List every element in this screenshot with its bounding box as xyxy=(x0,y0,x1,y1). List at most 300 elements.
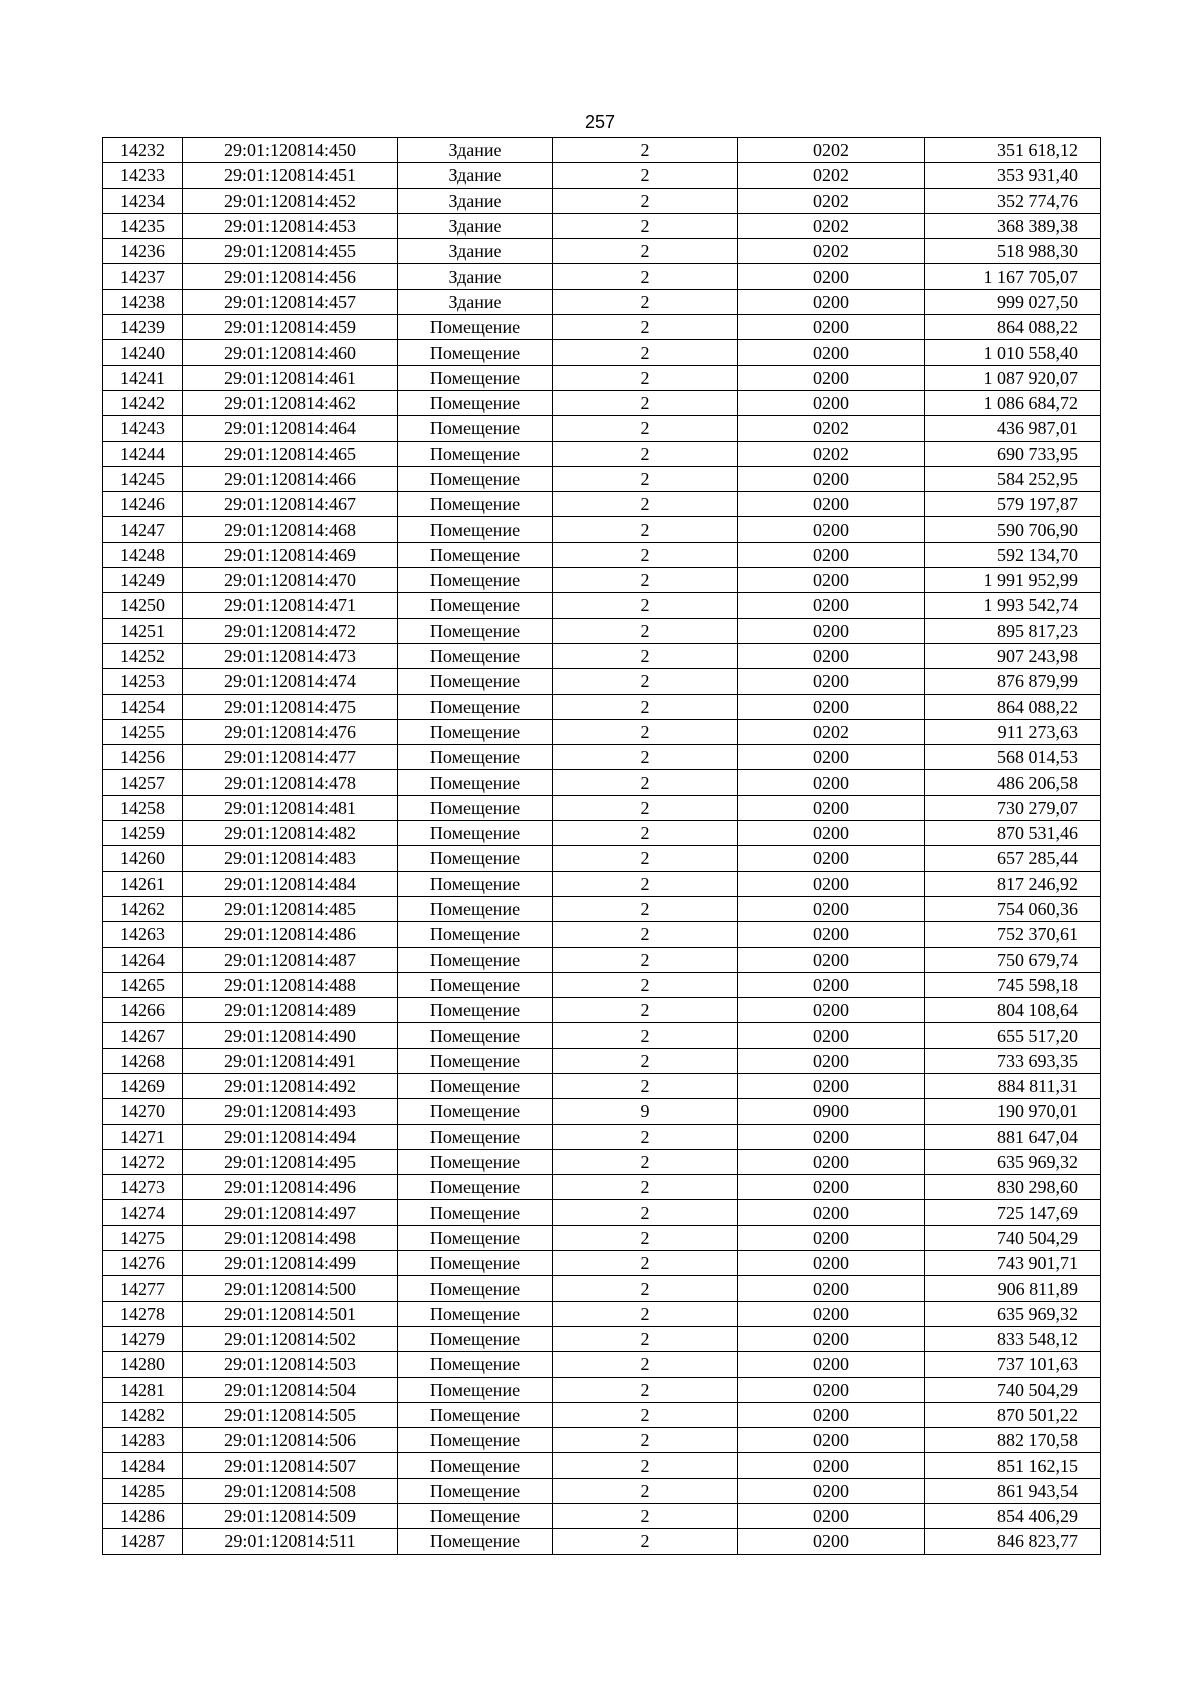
cadastral-number-cell: 29:01:120814:495 xyxy=(183,1149,398,1174)
group-code-cell: 2 xyxy=(553,795,738,820)
row-number-cell: 14257 xyxy=(103,770,183,795)
table-row xyxy=(103,1175,1101,1200)
cadastral-number-cell: 29:01:120814:491 xyxy=(183,1048,398,1073)
cadastral-value-cell: 368 389,38 xyxy=(925,213,1101,238)
subgroup-code-cell: 0200 xyxy=(738,1377,925,1402)
object-type-cell: Помещение xyxy=(398,871,553,896)
cadastral-value-cell: 754 060,36 xyxy=(925,896,1101,921)
object-type-cell: Помещение xyxy=(398,593,553,618)
row-number-cell: 14266 xyxy=(103,998,183,1023)
cadastral-value-cell: 635 969,32 xyxy=(925,1301,1101,1326)
subgroup-code-cell: 0200 xyxy=(738,871,925,896)
table-row xyxy=(103,1099,1101,1124)
cadastral-number-cell: 29:01:120814:470 xyxy=(183,568,398,593)
row-number-cell: 14285 xyxy=(103,1478,183,1503)
subgroup-code-cell: 0200 xyxy=(738,593,925,618)
subgroup-code-cell: 0200 xyxy=(738,1504,925,1529)
row-number-cell: 14273 xyxy=(103,1175,183,1200)
table-row xyxy=(103,947,1101,972)
group-code-cell: 2 xyxy=(553,1428,738,1453)
cadastral-number-cell: 29:01:120814:464 xyxy=(183,416,398,441)
table-row xyxy=(103,1276,1101,1301)
subgroup-code-cell: 0200 xyxy=(738,492,925,517)
object-type-cell: Здание xyxy=(398,188,553,213)
subgroup-code-cell: 0200 xyxy=(738,1301,925,1326)
cadastral-value-cell: 740 504,29 xyxy=(925,1377,1101,1402)
group-code-cell: 2 xyxy=(553,1402,738,1427)
row-number-cell: 14261 xyxy=(103,871,183,896)
cadastral-value-cell: 592 134,70 xyxy=(925,542,1101,567)
subgroup-code-cell: 0200 xyxy=(738,694,925,719)
cadastral-value-cell: 733 693,35 xyxy=(925,1048,1101,1073)
group-code-cell: 2 xyxy=(553,1478,738,1503)
table-row xyxy=(103,542,1101,567)
table-row xyxy=(103,1478,1101,1503)
cadastral-number-cell: 29:01:120814:461 xyxy=(183,365,398,390)
object-type-cell: Помещение xyxy=(398,922,553,947)
cadastral-value-cell: 657 285,44 xyxy=(925,846,1101,871)
table-row xyxy=(103,922,1101,947)
cadastral-value-cell: 725 147,69 xyxy=(925,1200,1101,1225)
group-code-cell: 2 xyxy=(553,163,738,188)
cadastral-number-cell: 29:01:120814:453 xyxy=(183,213,398,238)
row-number-cell: 14234 xyxy=(103,188,183,213)
group-code-cell: 2 xyxy=(553,972,738,997)
object-type-cell: Помещение xyxy=(398,1529,553,1554)
object-type-cell: Здание xyxy=(398,264,553,289)
subgroup-code-cell: 0200 xyxy=(738,998,925,1023)
row-number-cell: 14287 xyxy=(103,1529,183,1554)
object-type-cell: Помещение xyxy=(398,1504,553,1529)
row-number-cell: 14245 xyxy=(103,466,183,491)
subgroup-code-cell: 0200 xyxy=(738,466,925,491)
table-row xyxy=(103,1504,1101,1529)
cadastral-number-cell: 29:01:120814:478 xyxy=(183,770,398,795)
group-code-cell: 2 xyxy=(553,1073,738,1098)
group-code-cell: 2 xyxy=(553,947,738,972)
subgroup-code-cell: 0200 xyxy=(738,1175,925,1200)
object-type-cell: Помещение xyxy=(398,643,553,668)
object-type-cell: Помещение xyxy=(398,1073,553,1098)
cadastral-number-cell: 29:01:120814:507 xyxy=(183,1453,398,1478)
table-row xyxy=(103,163,1101,188)
cadastral-value-cell: 568 014,53 xyxy=(925,745,1101,770)
object-type-cell: Помещение xyxy=(398,1352,553,1377)
cadastral-number-cell: 29:01:120814:501 xyxy=(183,1301,398,1326)
group-code-cell: 2 xyxy=(553,998,738,1023)
cadastral-number-cell: 29:01:120814:456 xyxy=(183,264,398,289)
cadastral-number-cell: 29:01:120814:476 xyxy=(183,719,398,744)
table-row xyxy=(103,998,1101,1023)
group-code-cell: 2 xyxy=(553,365,738,390)
cadastral-value-cell: 635 969,32 xyxy=(925,1149,1101,1174)
table-row xyxy=(103,593,1101,618)
table-row xyxy=(103,896,1101,921)
row-number-cell: 14256 xyxy=(103,745,183,770)
table-row xyxy=(103,138,1101,163)
cadastral-number-cell: 29:01:120814:466 xyxy=(183,466,398,491)
object-type-cell: Помещение xyxy=(398,517,553,542)
cadastral-number-cell: 29:01:120814:490 xyxy=(183,1023,398,1048)
cadastral-value-cell: 1 991 952,99 xyxy=(925,568,1101,593)
group-code-cell: 2 xyxy=(553,289,738,314)
cadastral-number-cell: 29:01:120814:508 xyxy=(183,1478,398,1503)
subgroup-code-cell: 0200 xyxy=(738,669,925,694)
cadastral-value-cell: 906 811,89 xyxy=(925,1276,1101,1301)
table-row xyxy=(103,264,1101,289)
cadastral-number-cell: 29:01:120814:489 xyxy=(183,998,398,1023)
object-type-cell: Помещение xyxy=(398,1124,553,1149)
group-code-cell: 2 xyxy=(553,896,738,921)
cadastral-value-cell: 804 108,64 xyxy=(925,998,1101,1023)
cadastral-number-cell: 29:01:120814:477 xyxy=(183,745,398,770)
group-code-cell: 2 xyxy=(553,922,738,947)
object-type-cell: Помещение xyxy=(398,1200,553,1225)
row-number-cell: 14278 xyxy=(103,1301,183,1326)
table-row xyxy=(103,517,1101,542)
cadastral-number-cell: 29:01:120814:503 xyxy=(183,1352,398,1377)
cadastral-number-cell: 29:01:120814:473 xyxy=(183,643,398,668)
subgroup-code-cell: 0202 xyxy=(738,719,925,744)
cadastral-value-cell: 833 548,12 xyxy=(925,1326,1101,1351)
cadastral-value-cell: 895 817,23 xyxy=(925,618,1101,643)
group-code-cell: 2 xyxy=(553,416,738,441)
row-number-cell: 14270 xyxy=(103,1099,183,1124)
cadastral-number-cell: 29:01:120814:506 xyxy=(183,1428,398,1453)
subgroup-code-cell: 0200 xyxy=(738,745,925,770)
table-row xyxy=(103,694,1101,719)
table-row xyxy=(103,1402,1101,1427)
object-type-cell: Помещение xyxy=(398,315,553,340)
object-type-cell: Помещение xyxy=(398,1428,553,1453)
row-number-cell: 14280 xyxy=(103,1352,183,1377)
subgroup-code-cell: 0200 xyxy=(738,770,925,795)
cadastral-number-cell: 29:01:120814:452 xyxy=(183,188,398,213)
object-type-cell: Здание xyxy=(398,239,553,264)
subgroup-code-cell: 0202 xyxy=(738,416,925,441)
cadastral-value-cell: 655 517,20 xyxy=(925,1023,1101,1048)
group-code-cell: 2 xyxy=(553,1225,738,1250)
table-row xyxy=(103,1529,1101,1554)
row-number-cell: 14240 xyxy=(103,340,183,365)
row-number-cell: 14250 xyxy=(103,593,183,618)
cadastral-value-cell: 882 170,58 xyxy=(925,1428,1101,1453)
subgroup-code-cell: 0200 xyxy=(738,1478,925,1503)
cadastral-value-cell: 745 598,18 xyxy=(925,972,1101,997)
row-number-cell: 14252 xyxy=(103,643,183,668)
cadastral-value-cell: 817 246,92 xyxy=(925,871,1101,896)
group-code-cell: 2 xyxy=(553,213,738,238)
cadastral-number-cell: 29:01:120814:465 xyxy=(183,441,398,466)
row-number-cell: 14281 xyxy=(103,1377,183,1402)
cadastral-value-cell: 190 970,01 xyxy=(925,1099,1101,1124)
object-type-cell: Помещение xyxy=(398,719,553,744)
cadastral-number-cell: 29:01:120814:492 xyxy=(183,1073,398,1098)
subgroup-code-cell: 0200 xyxy=(738,1048,925,1073)
object-type-cell: Помещение xyxy=(398,1478,553,1503)
cadastral-value-cell: 690 733,95 xyxy=(925,441,1101,466)
cadastral-number-cell: 29:01:120814:493 xyxy=(183,1099,398,1124)
group-code-cell: 2 xyxy=(553,441,738,466)
cadastral-value-cell: 1 167 705,07 xyxy=(925,264,1101,289)
cadastral-number-cell: 29:01:120814:457 xyxy=(183,289,398,314)
table-row xyxy=(103,795,1101,820)
table-row xyxy=(103,188,1101,213)
cadastral-number-cell: 29:01:120814:460 xyxy=(183,340,398,365)
object-type-cell: Помещение xyxy=(398,1377,553,1402)
cadastral-number-cell: 29:01:120814:455 xyxy=(183,239,398,264)
subgroup-code-cell: 0200 xyxy=(738,1023,925,1048)
table-row xyxy=(103,416,1101,441)
table-row xyxy=(103,1428,1101,1453)
object-type-cell: Помещение xyxy=(398,441,553,466)
group-code-cell: 2 xyxy=(553,871,738,896)
cadastral-value-cell: 1 010 558,40 xyxy=(925,340,1101,365)
subgroup-code-cell: 0202 xyxy=(738,138,925,163)
cadastral-value-cell: 743 901,71 xyxy=(925,1251,1101,1276)
subgroup-code-cell: 0202 xyxy=(738,441,925,466)
row-number-cell: 14279 xyxy=(103,1326,183,1351)
group-code-cell: 2 xyxy=(553,1301,738,1326)
group-code-cell: 2 xyxy=(553,1124,738,1149)
subgroup-code-cell: 0200 xyxy=(738,1124,925,1149)
object-type-cell: Помещение xyxy=(398,1048,553,1073)
subgroup-code-cell: 0200 xyxy=(738,365,925,390)
cadastral-number-cell: 29:01:120814:482 xyxy=(183,821,398,846)
row-number-cell: 14268 xyxy=(103,1048,183,1073)
cadastral-value-cell: 864 088,22 xyxy=(925,694,1101,719)
cadastral-number-cell: 29:01:120814:484 xyxy=(183,871,398,896)
table-row xyxy=(103,1073,1101,1098)
subgroup-code-cell: 0200 xyxy=(738,922,925,947)
cadastral-number-cell: 29:01:120814:475 xyxy=(183,694,398,719)
object-type-cell: Помещение xyxy=(398,770,553,795)
row-number-cell: 14274 xyxy=(103,1200,183,1225)
table-row xyxy=(103,1453,1101,1478)
subgroup-code-cell: 0200 xyxy=(738,517,925,542)
cadastral-value-cell: 752 370,61 xyxy=(925,922,1101,947)
cadastral-number-cell: 29:01:120814:451 xyxy=(183,163,398,188)
object-type-cell: Помещение xyxy=(398,1453,553,1478)
cadastral-value-cell: 907 243,98 xyxy=(925,643,1101,668)
object-type-cell: Помещение xyxy=(398,694,553,719)
object-type-cell: Помещение xyxy=(398,1175,553,1200)
group-code-cell: 2 xyxy=(553,340,738,365)
cadastral-value-cell: 870 501,22 xyxy=(925,1402,1101,1427)
cadastral-number-cell: 29:01:120814:474 xyxy=(183,669,398,694)
table-row xyxy=(103,1377,1101,1402)
table-row xyxy=(103,1023,1101,1048)
cadastral-value-cell: 864 088,22 xyxy=(925,315,1101,340)
cadastral-number-cell: 29:01:120814:483 xyxy=(183,846,398,871)
object-type-cell: Помещение xyxy=(398,618,553,643)
object-type-cell: Помещение xyxy=(398,492,553,517)
cadastral-value-cell: 351 618,12 xyxy=(925,138,1101,163)
cadastral-number-cell: 29:01:120814:462 xyxy=(183,390,398,415)
table-row xyxy=(103,719,1101,744)
table-row xyxy=(103,972,1101,997)
group-code-cell: 2 xyxy=(553,1453,738,1478)
subgroup-code-cell: 0200 xyxy=(738,542,925,567)
cadastral-number-cell: 29:01:120814:469 xyxy=(183,542,398,567)
subgroup-code-cell: 0200 xyxy=(738,1326,925,1351)
table-row xyxy=(103,340,1101,365)
cadastral-number-cell: 29:01:120814:486 xyxy=(183,922,398,947)
cadastral-number-cell: 29:01:120814:498 xyxy=(183,1225,398,1250)
subgroup-code-cell: 0200 xyxy=(738,390,925,415)
object-type-cell: Помещение xyxy=(398,466,553,491)
cadastral-number-cell: 29:01:120814:467 xyxy=(183,492,398,517)
cadastral-value-cell: 1 087 920,07 xyxy=(925,365,1101,390)
cadastral-value-cell: 1 086 684,72 xyxy=(925,390,1101,415)
object-type-cell: Здание xyxy=(398,138,553,163)
object-type-cell: Помещение xyxy=(398,745,553,770)
table-row xyxy=(103,492,1101,517)
group-code-cell: 2 xyxy=(553,1048,738,1073)
row-number-cell: 14267 xyxy=(103,1023,183,1048)
row-number-cell: 14286 xyxy=(103,1504,183,1529)
cadastral-value-cell: 851 162,15 xyxy=(925,1453,1101,1478)
cadastral-value-cell: 352 774,76 xyxy=(925,188,1101,213)
row-number-cell: 14269 xyxy=(103,1073,183,1098)
group-code-cell: 2 xyxy=(553,1251,738,1276)
table-row xyxy=(103,669,1101,694)
table-row xyxy=(103,1301,1101,1326)
cadastral-number-cell: 29:01:120814:488 xyxy=(183,972,398,997)
group-code-cell: 2 xyxy=(553,1377,738,1402)
cadastral-number-cell: 29:01:120814:502 xyxy=(183,1326,398,1351)
object-type-cell: Помещение xyxy=(398,669,553,694)
row-number-cell: 14282 xyxy=(103,1402,183,1427)
cadastral-value-cell: 740 504,29 xyxy=(925,1225,1101,1250)
cadastral-number-cell: 29:01:120814:494 xyxy=(183,1124,398,1149)
subgroup-code-cell: 0200 xyxy=(738,618,925,643)
row-number-cell: 14276 xyxy=(103,1251,183,1276)
object-type-cell: Помещение xyxy=(398,340,553,365)
table-row xyxy=(103,289,1101,314)
group-code-cell: 2 xyxy=(553,770,738,795)
object-type-cell: Помещение xyxy=(398,846,553,871)
object-type-cell: Помещение xyxy=(398,365,553,390)
table-row xyxy=(103,1149,1101,1174)
cadastral-number-cell: 29:01:120814:468 xyxy=(183,517,398,542)
cadastral-value-cell: 876 879,99 xyxy=(925,669,1101,694)
cadastral-value-cell: 730 279,07 xyxy=(925,795,1101,820)
object-type-cell: Помещение xyxy=(398,1301,553,1326)
object-type-cell: Помещение xyxy=(398,1402,553,1427)
table-row xyxy=(103,466,1101,491)
subgroup-code-cell: 0200 xyxy=(738,821,925,846)
row-number-cell: 14237 xyxy=(103,264,183,289)
subgroup-code-cell: 0200 xyxy=(738,289,925,314)
object-type-cell: Помещение xyxy=(398,972,553,997)
cadastral-value-cell: 911 273,63 xyxy=(925,719,1101,744)
row-number-cell: 14246 xyxy=(103,492,183,517)
object-type-cell: Помещение xyxy=(398,821,553,846)
table-row xyxy=(103,1200,1101,1225)
subgroup-code-cell: 0200 xyxy=(738,1428,925,1453)
object-type-cell: Помещение xyxy=(398,896,553,921)
group-code-cell: 2 xyxy=(553,239,738,264)
row-number-cell: 14264 xyxy=(103,947,183,972)
group-code-cell: 2 xyxy=(553,593,738,618)
row-number-cell: 14275 xyxy=(103,1225,183,1250)
table-row xyxy=(103,441,1101,466)
object-type-cell: Помещение xyxy=(398,542,553,567)
group-code-cell: 2 xyxy=(553,618,738,643)
row-number-cell: 14249 xyxy=(103,568,183,593)
group-code-cell: 2 xyxy=(553,390,738,415)
registry-table xyxy=(102,137,1101,1555)
cadastral-value-cell: 436 987,01 xyxy=(925,416,1101,441)
group-code-cell: 2 xyxy=(553,1504,738,1529)
group-code-cell: 2 xyxy=(553,466,738,491)
subgroup-code-cell: 0200 xyxy=(738,896,925,921)
row-number-cell: 14235 xyxy=(103,213,183,238)
subgroup-code-cell: 0202 xyxy=(738,163,925,188)
subgroup-code-cell: 0200 xyxy=(738,1200,925,1225)
subgroup-code-cell: 0200 xyxy=(738,1453,925,1478)
cadastral-value-cell: 486 206,58 xyxy=(925,770,1101,795)
cadastral-value-cell: 830 298,60 xyxy=(925,1175,1101,1200)
subgroup-code-cell: 0200 xyxy=(738,643,925,668)
row-number-cell: 14265 xyxy=(103,972,183,997)
row-number-cell: 14232 xyxy=(103,138,183,163)
object-type-cell: Помещение xyxy=(398,998,553,1023)
cadastral-value-cell: 870 531,46 xyxy=(925,821,1101,846)
table-row xyxy=(103,643,1101,668)
group-code-cell: 2 xyxy=(553,643,738,668)
row-number-cell: 14262 xyxy=(103,896,183,921)
object-type-cell: Помещение xyxy=(398,1326,553,1351)
cadastral-value-cell: 579 197,87 xyxy=(925,492,1101,517)
table-row xyxy=(103,239,1101,264)
subgroup-code-cell: 0200 xyxy=(738,264,925,289)
row-number-cell: 14239 xyxy=(103,315,183,340)
cadastral-value-cell: 590 706,90 xyxy=(925,517,1101,542)
cadastral-value-cell: 884 811,31 xyxy=(925,1073,1101,1098)
table-row xyxy=(103,213,1101,238)
subgroup-code-cell: 0202 xyxy=(738,188,925,213)
group-code-cell: 2 xyxy=(553,719,738,744)
group-code-cell: 2 xyxy=(553,1023,738,1048)
cadastral-number-cell: 29:01:120814:450 xyxy=(183,138,398,163)
object-type-cell: Помещение xyxy=(398,1225,553,1250)
group-code-cell: 2 xyxy=(553,264,738,289)
object-type-cell: Помещение xyxy=(398,1149,553,1174)
table-row xyxy=(103,871,1101,896)
table-row xyxy=(103,1352,1101,1377)
subgroup-code-cell: 0200 xyxy=(738,340,925,365)
table-row xyxy=(103,1048,1101,1073)
page-number: 257 xyxy=(584,112,616,132)
cadastral-number-cell: 29:01:120814:471 xyxy=(183,593,398,618)
group-code-cell: 2 xyxy=(553,138,738,163)
group-code-cell: 2 xyxy=(553,188,738,213)
row-number-cell: 14247 xyxy=(103,517,183,542)
row-number-cell: 14254 xyxy=(103,694,183,719)
group-code-cell: 2 xyxy=(553,517,738,542)
row-number-cell: 14251 xyxy=(103,618,183,643)
subgroup-code-cell: 0200 xyxy=(738,1276,925,1301)
cadastral-value-cell: 861 943,54 xyxy=(925,1478,1101,1503)
cadastral-number-cell: 29:01:120814:497 xyxy=(183,1200,398,1225)
row-number-cell: 14258 xyxy=(103,795,183,820)
group-code-cell: 2 xyxy=(553,1200,738,1225)
object-type-cell: Помещение xyxy=(398,1023,553,1048)
cadastral-number-cell: 29:01:120814:481 xyxy=(183,795,398,820)
group-code-cell: 2 xyxy=(553,1149,738,1174)
